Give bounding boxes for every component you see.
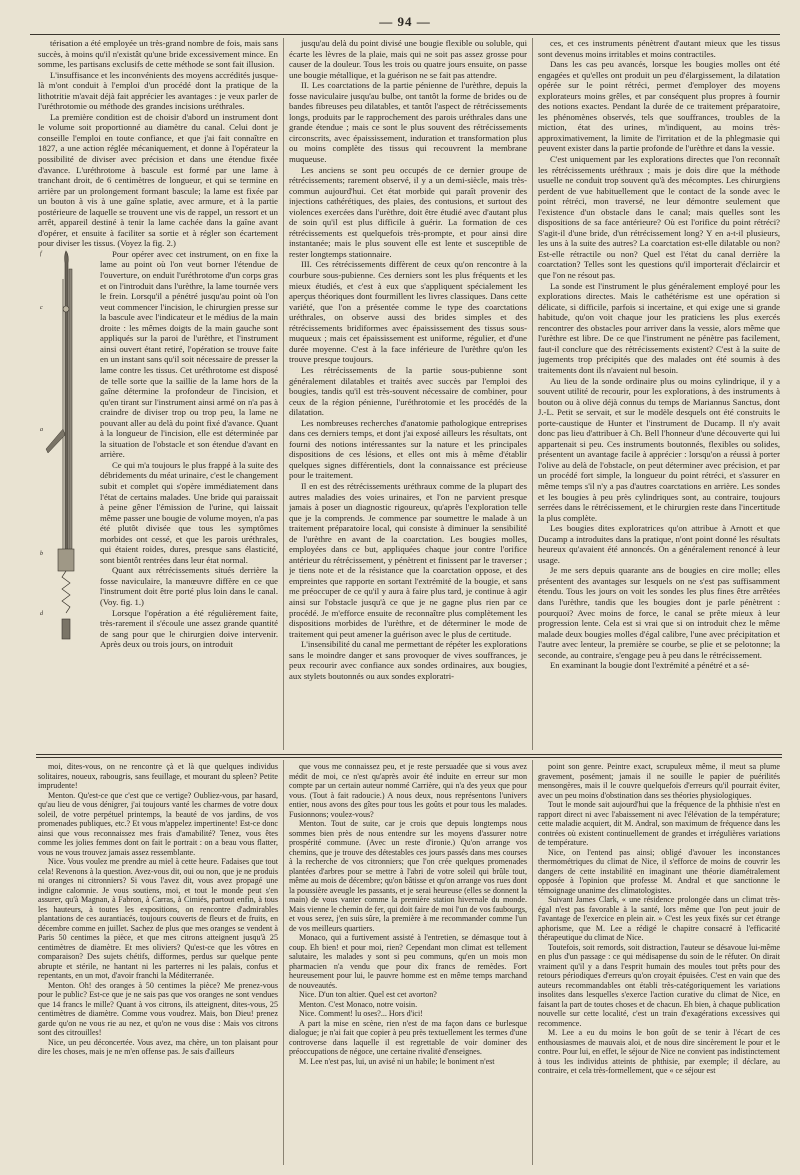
figure-label: f — [40, 250, 42, 257]
paragraph: L'insuffisance et les inconvénients des moyens accrédités jusque-là m'ont conduit à l'emploi d'un procédé dont la pratique de la lithotritie m'avait déjà fait apprécier les avantages : je veux parler de l'uréthrotomie ou méthode des grandes incisions uréthrales. — [38, 69, 278, 112]
paragraph: Menton. C'est Monaco, notre voisin. — [299, 999, 418, 1009]
urethrotome-figure — [38, 249, 94, 641]
paragraph: Nice. Comment! lu oses?... Hors d'ici! — [299, 1009, 423, 1018]
figure-label: a — [40, 426, 43, 433]
feuilleton-column-1 — [38, 762, 278, 1165]
paragraph: Monaco, qui a furtivement assisté à l'entretien, se démasque tout à coup. Eh bien! et pour moi, rien? Cependant mon climat est tellement salutaire, les malades y sont si peu communs, qu'en un mois mon pharmacien n'a vendu que pour dix francs de remèdes. Fort heureusement pour lui, le pauvre homme est en même temps marchand de nouveautés. — [289, 933, 527, 990]
bascule-lever — [46, 429, 65, 453]
column-divider — [283, 38, 284, 750]
column-divider — [532, 38, 533, 750]
paragraph: Suivant James Clark, « une résidence prolongée dans un climat très-égal n'est pas favorable à la santé, lors même que l'on peut jouir de l'avantage de l'exercice en plein air. » C'est les yeux fixés sur cet étrange aphorisme, que M. Lee a rédigé le chapitre consacré à l'efficacité thérapeutique du climat de Nice. — [538, 895, 780, 942]
paragraph: Lorsque l'opération a été régulièrement faite, très-rarement il s'écoule une assez grande quantité de sang pour que le chirurgien doive intervenir. Après deux ou trois jours, on introduit — [100, 607, 278, 650]
paragraph: Nice. D'un ton altier. Quel est cet avorton? — [299, 990, 437, 999]
paragraph: Toutefois, soit remords, soit distraction, l'auteur se désavoue lui-même en plus d'un passage : ce qui médisapense du soin de le réfuter. On dirait vraiment qu'il y a dans l'esprit humain des moules tout prêts pour des retours périodiques d'erreurs qu'on croyait épuisées. C'est en vain que des auteurs recommandables ont établi très-catégoriquement les variations insolites dans lesquelles s'exerce l'action curative du climat de Nice, en faisant la part de toutes choses et de chacun. Eh bien, à chaque publication nouvelle sur cette localité, c'est un train d'exagérations excessives qui recommence. — [538, 942, 780, 1028]
feuilleton-column-3 — [538, 762, 780, 1165]
urethrotome-illustration — [38, 249, 94, 641]
paragraph: point son genre. Peintre exact, scrupuleux même, il meut sa plume gravement, posément; jamais il ne souille le papier de puérilités mensongères, mais il le couvre quelquefois d'erreurs qu'il pourrait éviter, avec un peu moins d'obstination dans ses théories physiologiques. — [538, 762, 780, 800]
figure-label: c — [40, 304, 43, 311]
paragraph: Il en est des rétrécissements uréthraux comme de la plupart des autres maladies des voies urinaires, et l'on ne parvient presque jamais à poser un diagnostic rigoureux, qu'après l'exploration telle que je la comprends. Je commence par soumettre le malade à un traitement préparatoire local, qui consiste à diminuer la sensibilité de l'urèthre en avant de la coarctation. Les bougies molles, employées dans ce but, appliquées chaque jour contre l'orifice antérieur du rétrécissement, y pénètrent et finissent par le traverser ; je tiens note et de la résistance que la coarctation oppose, et des empreintes que rapporte en sortant l'extrémité de la bougie, et sans me préoccuper de ce qu'il y aura à faire plus tard, je continue à agir ainsi sur l'obstacle jusqu'à ce que je ne gagne plus rien par ce procédé. Je m'efforce ensuite de reconnaître plus complètement les dispositions morbides de l'urèthre, et de déterminer le mode de traitement qui peut amener la guérison avec le plus de certitude. — [289, 480, 527, 639]
column-divider — [532, 760, 533, 1165]
paragraph: jusqu'au delà du point divisé une bougie flexible ou soluble, qui écarte les lèvres de la plaie, mais qui ne soit pas assez grosse pour causer de la douleur. Tous les trois ou quatre jours ensuite, on passe une bougie métallique, et la guérison ne se fait pas attendre. — [289, 38, 527, 80]
paragraph: Dans les cas peu avancés, lorsque les bougies molles ont été engagées et qu'elles ont produit un peu d'élargissement, la dilatation opérée sur le point rétréci, permet d'employer des moyens explorateurs moins grêles, et par conséquent plus propres à fournir des notions exactes. Pendant la durée de ce traitement préparatoire, les phénomènes observés, tels que souffrances, troubles de la miction, état des urines, m'indiquent, au moins très-approximativement, la limite de l'irritation et de la phlegmasie qui peuvent exister dans la partie profonde de l'urèthre et dans la vessie. — [538, 59, 780, 154]
header-rule — [30, 34, 780, 35]
paragraph: Au lieu de la sonde ordinaire plus ou moins cylindrique, il y a souvent utilité de recourir, pour les explorations, à des instruments à bouton ou à olive déjà connus du temps de Mariannus Sanctus, dont J.-L. Petit se servait, et sur le modèle desquels ont été construits le porte-caustique de Hunter et l'instrument de Ducamp. Il n'y avait donc pas lieu d'attribuer à Ch. Bell l'honneur d'une découverte qui lui appartenait si peu. Ces instruments boutonnés, flexibles ou solides, présentent un avantage facile à apprécier : lorsqu'on a réussi à porter l'olive au delà de l'obstacle, on peut déterminer avec précision, et par un procédé fort simple, la longueur du point rétréci, et s'assurer en même temps s'il n'y a pas d'autres coarctations en arrière. Les sondes et les bougies à peu près cylindriques sont, au contraire, toujours serrées dans le rétrécissement, et le chirurgien reste dans l'incertitude la plus complète. — [538, 375, 780, 523]
figure-label: d — [40, 610, 43, 617]
feuilleton-separator — [36, 754, 782, 755]
paragraph: La première condition est de choisir d'abord un instrument dont le volume soit proportionné au diamètre du canal. Celui dont je conseille l'emploi en toute confiance, et que j'ai fait connaître en 1827, a une action réglée mécaniquement, et donne à l'opérateur la possibilité de diviser avec précision et dans une étendue fixée d'avance. L'uréthrotome à bascule est formé par une lame à tranchant droit, de 6 centimètres de longueur, et qui se termine en arrière par un prolongement formant bascule; la lame est fixée par un bouton à vis à une gaîne splatie, avec armure, et à la partie postérieure de laquelle se trouvent une vis de rappel, un ressort et un arrêt, appareil destiné à tenir la lame cachée dans la gaîne avant d'opérer, et ensuite à faciliter sa sortie et à régler son écartement pour diviser les tissus. (Voyez la fig. 2.) — [38, 111, 278, 249]
paragraph: II. Les coarctations de la partie pénienne de l'urèthre, depuis la fosse naviculaire jusqu'au bulbe, ont tantôt la forme de brides ou de bandes fibreuses peu dilatables, et tantôt l'aspect de rétrécissements longs, produits par le rapprochement des parois uréthrales dans une grande étendue ; mais ce sont le plus souvent des rétrécissements circonscrits, avec épaississement, induration et transformation plus ou moins complète des tissus qui recouvrent la membrane muqueuse. — [289, 80, 527, 165]
page-header — [30, 14, 780, 38]
paragraph: Menton. Tout de suite, car je crois que depuis longtemps nous sommes bien près de nous entendre sur les moyens d'assurer notre prospérité commune. (Avec un reste d'ironie.) Qu'on arrange vos chemins, que je trouve des détestables ces jours passés dans mes courses à la recherche de vos citronniers; que l'on crée quelques promenades plantées d'arbres pour se mettre à l'abri de votre soleil qui brûle tout, même au mois de décembre; qu'on bâtisse et qu'on arrange vos rues dont la poussière aveugle les passants, et je serai heureuse (elles se donnent la main) de vous vanter comme la première station hivernale du monde. Mais vienne le chemin de fer, qui doit faire de moi l'un de vos faubourgs, et vous serez, j'en suis sûre, la première à me recommander comme l'un de vos meilleurs quartiers. — [289, 819, 527, 933]
paragraph: Les bougies dites exploratrices qu'on attribue à Arnott et que Ducamp a introduites dans la pratique, n'ont point donné les résultats heureux qu'avaient été annoncés. On a généralement renoncé à leur usage. — [538, 523, 780, 565]
article-column-2 — [289, 38, 527, 748]
paragraph: Les nombreuses recherches d'anatomie pathologique entreprises dans ces derniers temps, et dont j'ai exposé ailleurs les résultats, ont fourni des notions intéressantes sur la nature et les principales dispositions de ces lésions, et elles ont mis à même d'établir quelques signes différentiels, dont la connaissance est précieuse pour le traitement. — [289, 417, 527, 481]
page-number: — 94 — — [379, 14, 431, 29]
paragraph: térisation a été employée un très-grand nombre de fois, mais sans succès, à moins qu'il n'existât qu'une bride excessivement mince. En somme, les partisans exclusifs de cette méthode se sont fait illusion. — [38, 38, 278, 70]
column-divider — [283, 760, 284, 1165]
paragraph: A part la mise en scène, rien n'est de ma façon dans ce burlesque dialogue; je n'ai fait que copier à peu près textuellement les termes d'une controverse dans laquelle il est regrettable de voir dominer des préoccupations de négoce, une certaine rivalité d'enseignes. — [289, 1018, 527, 1056]
paragraph: Menton. Oh! des oranges à 50 centimes la pièce? Me prenez-vous pour le public? Est-ce que je ne sais pas que vos oranges ne sont vendues que 14 francs le mille? Quant à vos citrons, ils atteignent, dites-vous, 25 centimètres de diamètre. Comme vous voudrez. Mais, bon Dieu! prenez garde qu'on ne vous rie au nez, et qu'on ne vous dise : Mais vos citrons sont des citrouilles! — [38, 980, 278, 1037]
paragraph: Ce qui m'a toujours le plus frappé à la suite des débridements du méat urinaire, c'est le changement subit et complet qui s'opère immédiatement dans l'état de certains malades. Une bride qui paraissait à peine gêner l'émission de l'urine, qui laissait même passer une bougie de volume moyen, n'a pas été plutôt divisée que tous les symptômes morbides ont cessé, et que les parois uréthrales, qui étaient roides, dures, presque sans élasticité, sont bientôt rentrées dans leur état normal. — [100, 459, 278, 565]
paragraph: Nice, on l'entend pas ainsi; obligé d'avouer les inconstances thermométriques du climat de Nice, il s'efforce de moins de couvrir les dangers de cette instabilité en imaginant une théorie diamétralement opposée à l'opinion que professe M. Andral et que sanctionne le témoignage unanime des climatologistes. — [538, 847, 780, 895]
paragraph: Les anciens se sont peu occupés de ce dernier groupe de rétrécissements; rarement observé, il y a un demi-siècle, mais très-commun aujourd'hui. Cet état morbide qui paraît provenir des injections cathérétiques, des plaies, des contusions, et surtout des violences exercées dans l'urèthre, doit être étudié avec d'autant plus de soin qu'il est plus difficile à guérir. La formation de ces rétrécissements est quelquefois très-prompte, et pour ainsi dire instantanée; mais le plus souvent elle est lente et susceptible de rester longtemps stationnaire. — [289, 164, 527, 259]
paragraph: ces, et ces instruments pénètrent d'autant mieux que les tissus sont devenus moins irritables et moins contractiles. — [538, 38, 780, 59]
paragraph: La sonde est l'instrument le plus généralement employé pour les explorations directes. Mais le cathétérisme est une opération si délicate, si difficile, parfois si incertaine, et qui exige une si grande habitude, qu'on voit chaque jour les praticiens les plus exercés rencontrer des obstacles pour arriver dans la vessie, alors même que l'urèthre est libre. De ce que l'instrument ne pénètre pas facilement, faut-il conclure que des rétrécissements existent? C'est à la suite de jugements trop précipités que des malades ont été soumis à des traitements dont ils n'avaient nul besoin. — [538, 280, 780, 375]
article-column-3 — [538, 38, 780, 748]
paragraph: En examinant la bougie dont l'extrémité a pénétré et a sé- — [550, 660, 750, 671]
paragraph: Quant aux rétrécissements situés derrière la fosse naviculaire, la manœuvre diffère en ce que l'instrument doit être porté plus loin dans le canal. (Voy. fig. 1.) — [100, 565, 278, 607]
feuilleton-separator-thin — [36, 757, 782, 758]
lower-handle — [62, 619, 70, 639]
paragraph: Je me sers depuis quarante ans de bougies en cire molle; elles présentent des avantages sur lesquels on ne s'est pas suffisamment étendu. Tous les jours on voit les sondes les plus fines être arrêtées dans l'urèthre, tandis que les bougies dont je parle pénètrent : pourquoi? Avec moins de force, le canal se prête mieux à leur progression lente. Cela est si vrai que si on introduit chez le même malade deux bougies molles d'égal calibre, l'une avec précipitation et l'autre avec lenteur, la première se courbe, se plie et se pelotonne; la seconde, au contraire, s'engage peu à peu dans le rétrécissement. — [538, 565, 780, 660]
paragraph: Nice. Vous voulez me prendre au miel à cette heure. Fadaises que tout cela! Revenons à la question. Avez-vous dit, oui ou non, que je ne produis ni oranges ni citronniers? Si vous l'avez dit, vous avez propagé une indigne calomnie. Je vous soutiens, moi, et tout le monde peut s'en assurer, qu'à Magnan, à Fabron, à Carras, à Cimiés, partout enfin, à tous les hauteurs, à toutes les expositions, on rencontre d'admirables plantations de ces aurantiacés, toujours couverts de fleurs et de fruits, en décembre comme en juillet. Sachez de plus que mes oranges se vendent à Paris 50 centimes la pièce, et que mes citrons atteignent jusqu'à 25 centimètres de diamètre. Et mes oliviers? Qu'est-ce que les vôtres en comparaison? Des sujets chétifs, difformes, perdus sur quelque pente abrupte et stérile, ne hantant ni les parterres ni les palais, confus et repentants, en un mot, d'avoir franchi la Méditerranée. — [38, 857, 278, 980]
paragraph: L'insensibilité du canal me permettant de répéter les explorations sans le moindre danger et sans provoquer de vives souffrances, je peux recourir avec confiance aux sondes ordinaires, aux bougies, aux stylets boutonnés ou aux sondes exploratri- — [289, 639, 527, 681]
blade — [65, 251, 69, 551]
article-column-1 — [38, 38, 278, 748]
paragraph: III. Ces rétrécissements diffèrent de ceux qu'on rencontre à la courbure sous-pubienne. Ces derniers sont les plus fréquents et les mieux étudiés, et c'est à eux que s'appliquent spécialement les aperçus théoriques dont fourmillent les livres classiques. Dans cette variété, que l'on a présentée comme le type des coarctations uréthrales, on observe aussi des brides simples et des rétrécissements bridiformes avec épaississement des tissus sous-muqueux ; mais cet épaississement est uniforme, régulier, et d'une durée moyenne. C'est à la face inférieure de l'urèthre qu'on les trouve presque toujours. — [289, 259, 527, 365]
feuilleton-column-2 — [289, 762, 527, 1165]
sheath — [69, 269, 72, 569]
paragraph: moi, dites-vous, on ne rencontre çà et là que quelques individus solitaires, noueux, rabougris, sans feuillage, et mourant du spleen? Petite imprudente! — [38, 762, 278, 790]
paragraph: M. Lee n'est pas, lui, un avisé ni un habile; le boniment n'est — [299, 1056, 495, 1066]
paragraph: Pour opérer avec cet instrument, on en fixe la lame au point où l'on veut borner l'étendue de l'ouverture, on enduit l'uréthrotome d'un corps gras et on l'introduit dans l'urèthre, la lame tournée vers le frein. Lorsqu'il a pénétré jusqu'au point où l'on veut commencer l'incision, le chirurgien presse sur la bascule avec l'indicateur et le médius de la main droite : les mêmes doigts de la main gauche sont appliqués sur la paroi de l'urèthre, et l'instrument ainsi ouvert étant retiré, l'opération se trouve faite en un instant sans qu'il soit nécessaire de presser la lame contre les tissus. Cet uréthrotome est disposé de telle sorte que la saillie de la lame hors de la gaîne détermine la profondeur de l'incision, et qu'en tirant sur l'instrument ainsi armé on n'a pas à craindre de diviser trop ou trop peu, la lame ne pouvant aller au delà du point fixé d'avance. Quant à la longueur de l'incision, elle est déterminée par la situation de l'obstacle et son étendue d'avant en arrière. — [100, 248, 278, 460]
figure-label: b — [40, 550, 43, 557]
screw — [63, 306, 69, 312]
paragraph: C'est uniquement par les explorations directes que l'on reconnaît les rétrécissements uréthraux ; mais je dois dire que la méthode usuelle ne conduit trop souvent qu'à des mécomptes. Les chirurgiens perdent de vue habituellement que le contact de la sonde avec le point rétréci, mon traversé, ne leur démontre seulement que l'existence d'un obstacle dans le canal; mais quelles sont les dispositions de sa face antérieure? Où est l'orifice du point rétréci? S'agit-il d'une bride, d'un rétrécissement long? Y en a-t-il plusieurs, les uns à la suite des autres? La coarctation est-elle dilatable ou non? Est-elle rétractile ou non? Quel est l'état du canal derrière la coarctation? Telles sont les questions qu'il importerait d'éclaircir et que l'on ne résout pas. — [538, 154, 780, 281]
spring — [62, 571, 70, 613]
paragraph: Nice, un peu déconcertée. Vous avez, ma chère, un ton plaisant pour dire les choses, mais je ne m'en offense pas. Je sais d'ailleurs — [38, 1037, 278, 1056]
paragraph: Tout le monde sait aujourd'hui que la fréquence de la phthisie n'est en rapport direct ni avec l'abaissement ni avec l'élévation de la température; cette maladie acquiert, dit M. Andral, son maximum de fréquence dans les contrées où existent continuellement de grandes et irrégulières variations de température. — [538, 800, 780, 847]
paragraph: M. Lee a eu du moins le bon goût de se tenir à l'écart de ces enthousiasmes de mauvais aloi, et de nous dire sincèrement le pour et le contre. Pour lui, en effet, le séjour de Nice ne convient pas indistinctement à tous les individus atteints de phthisie, par exemple; il déclare, au contraire, et cela très-formellement, que « ce séjour est — [538, 1028, 780, 1075]
paragraph: Les rétrécissements de la partie sous-pubienne sont généralement dilatables et traités avec succès par l'emploi des bougies, tandis qu'il est très-souvent nécessaire de combiner, pour ceux de la région pénienne, l'uréthrotomie et les procédés de la dilatation. — [289, 364, 527, 418]
paragraph: que vous me connaissez peu, et je reste persuadée que si vous avez médit de moi, ce n'est qu'après avoir été induite en erreur sur mon compte par un certain auteur nommé Carrière, qui n'a des yeux que pour vous. (Tout à fait radoucie.) A nous deux, nous représentons l'univers entier, nous avons des gîtes pour tous les goûts et pour tous les malades. Fusionnons; voulez-vous? — [289, 762, 527, 819]
handle-block — [58, 549, 74, 571]
paragraph: Menton. Qu'est-ce que c'est que ce vertige? Oubliez-vous, par hasard, qu'au lieu de vous dénigrer, j'ai toujours vanté les charmes de votre doux soleil, de votre perpétuel printemps, la beauté de vos jardins, de vos promenades publiques, etc.? Et vous m'appelez impertinente! Est-ce donc ainsi que vous reconnaissez mes frais d'amabilité? Tenez, vous êtes comme les jolies femmes dont on fait le portrait : on a beau vous flatter, vous ne vous trouvez jamais assez ressemblante. — [38, 790, 278, 857]
